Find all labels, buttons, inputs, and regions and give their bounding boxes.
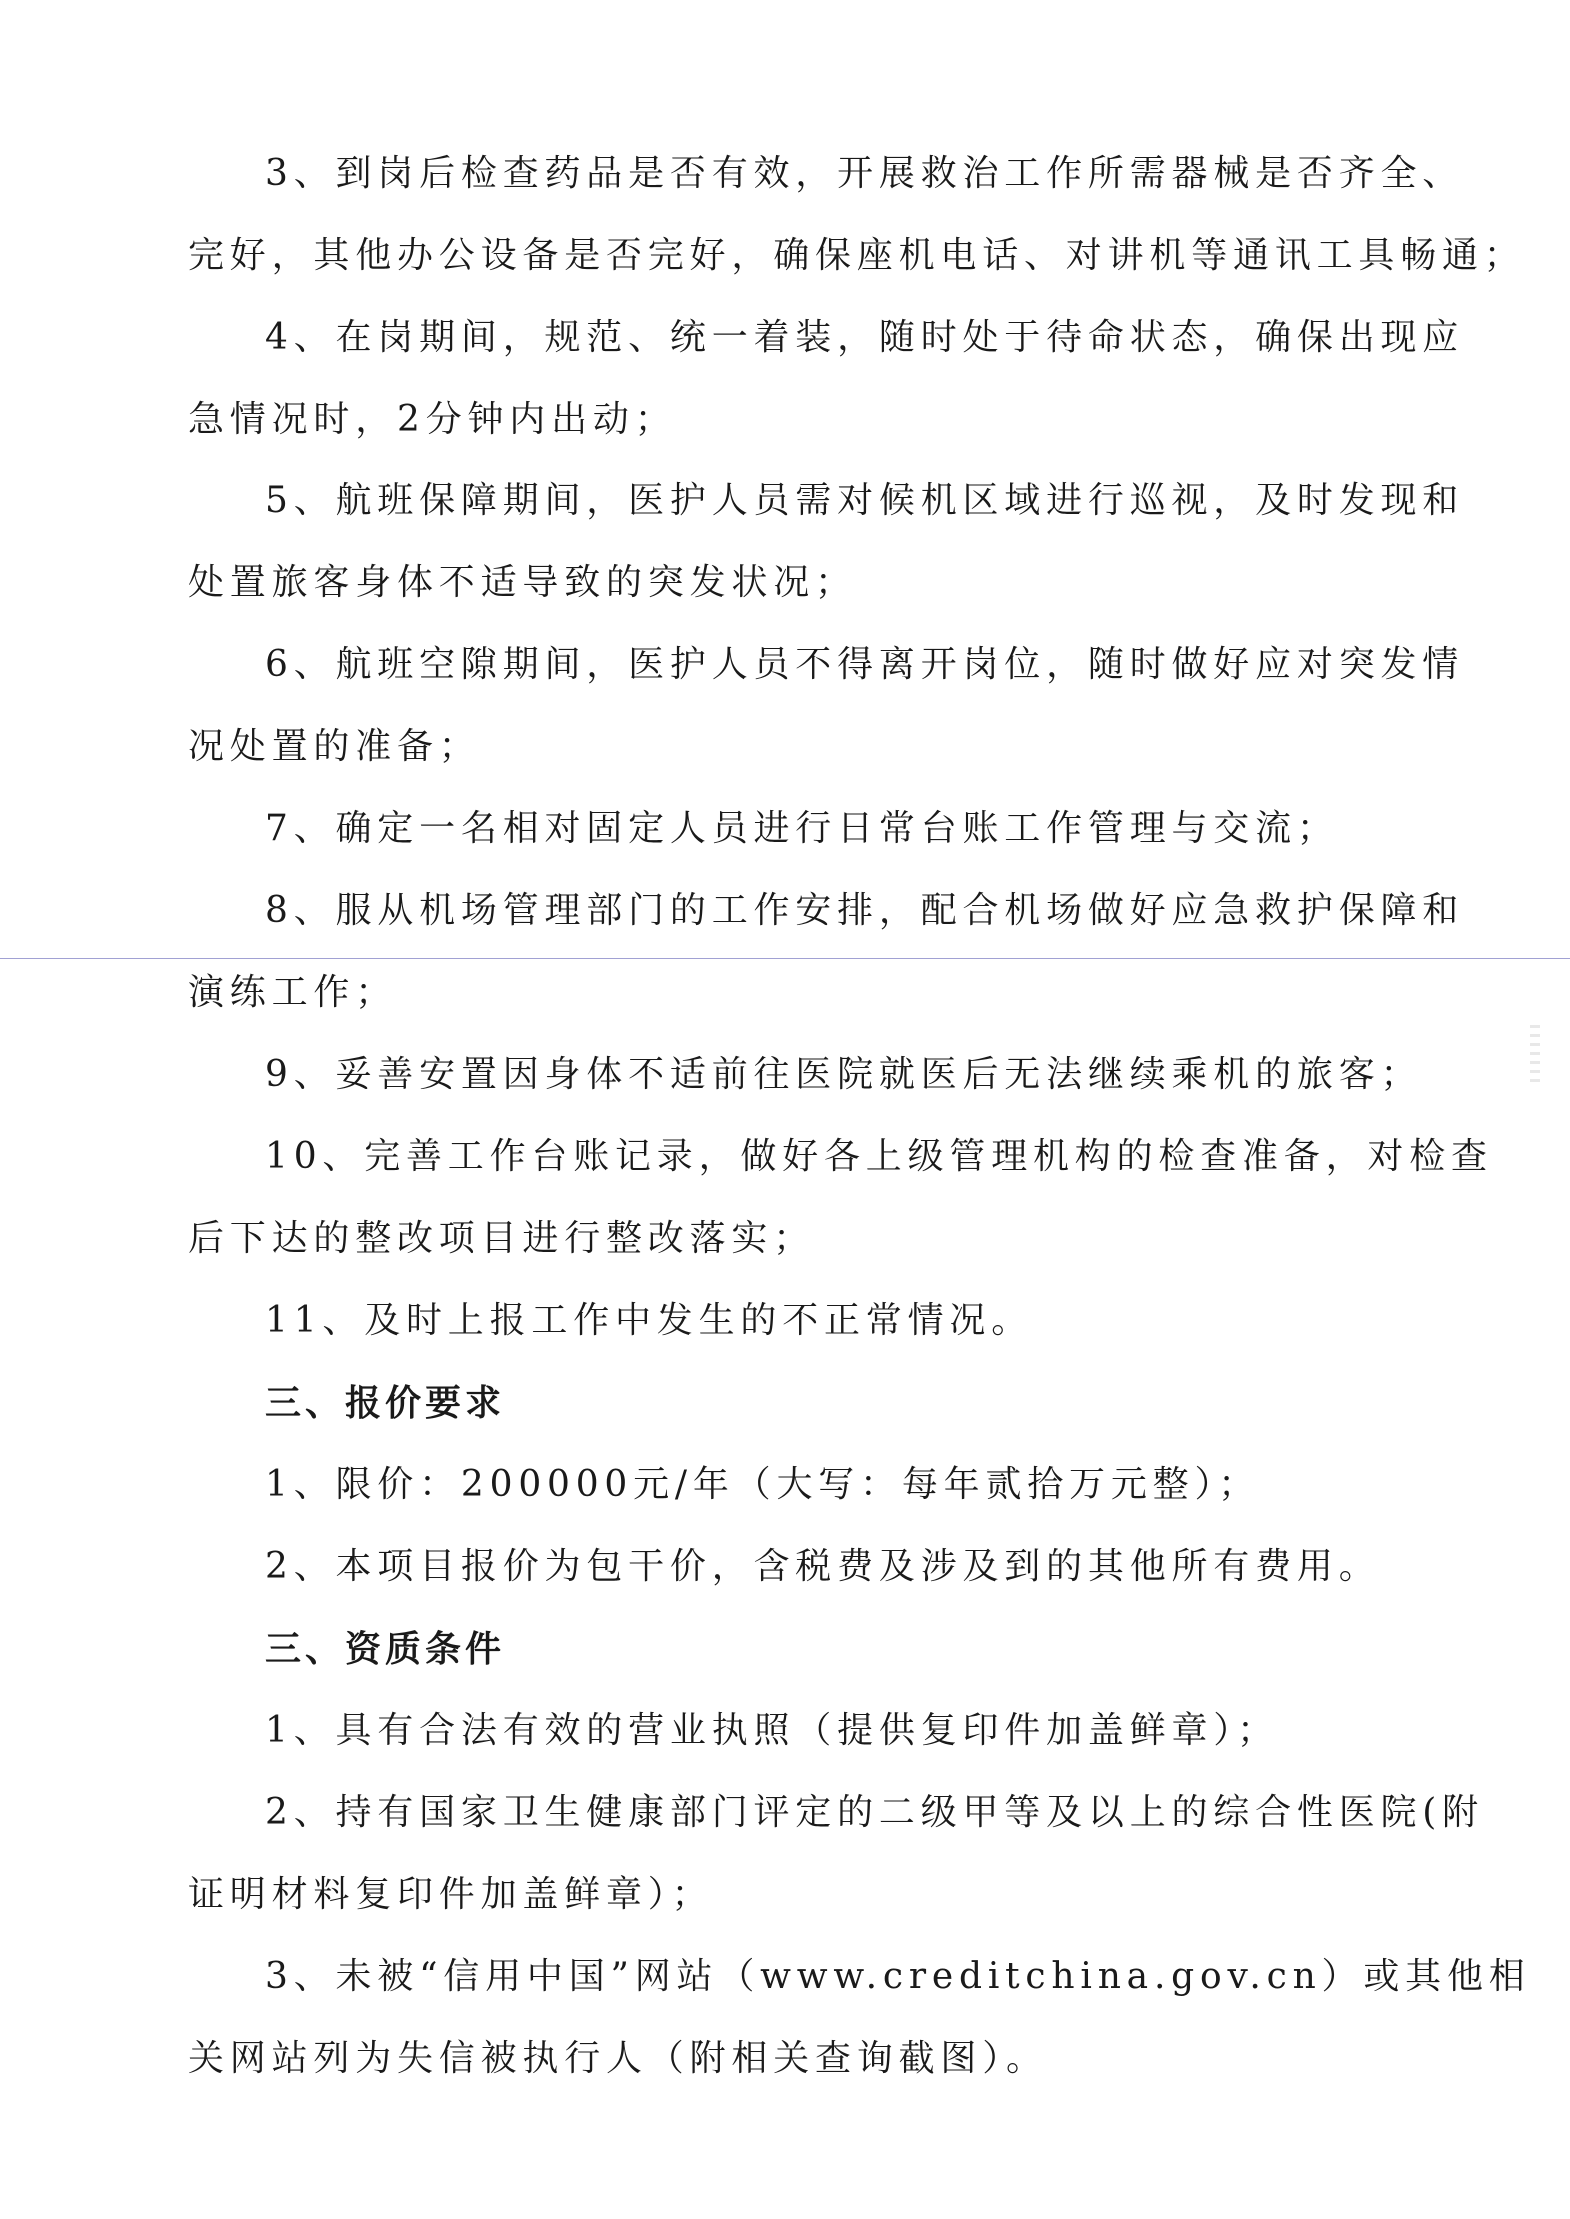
paragraph-line: 3、未被“信用中国”网站（www.creditchina.gov.cn）或其他相 <box>265 1956 1531 1997</box>
paragraph-line: 关网站列为失信被执行人（附相关查询截图）。 <box>188 2038 1048 2079</box>
paragraph-line: 8、服从机场管理部门的工作安排，配合机场做好应急救护保障和 <box>265 890 1465 931</box>
paragraph-line: 10、完善工作台账记录，做好各上级管理机构的检查准备，对检查 <box>265 1136 1493 1177</box>
paragraph-line: 证明材料复印件加盖鲜章）； <box>188 1874 714 1915</box>
paragraph-line: 况处置的准备； <box>188 726 481 767</box>
paragraph-line: 5、航班保障期间，医护人员需对候机区域进行巡视，及时发现和 <box>265 480 1465 521</box>
paragraph-line: 处置旅客身体不适导致的突发状况； <box>188 562 857 603</box>
paragraph-line: 演练工作； <box>188 972 398 1013</box>
paragraph-line: 4、在岗期间，规范、统一着装，随时处于待命状态，确保出现应 <box>265 317 1465 358</box>
paragraph-line: 2、本项目报价为包干价，含税费及涉及到的其他所有费用。 <box>265 1546 1381 1587</box>
paragraph-line: 1、具有合法有效的营业执照（提供复印件加盖鲜章）； <box>265 1710 1279 1751</box>
paragraph-line: 后下达的整改项目进行整改落实； <box>188 1218 816 1259</box>
paragraph-line: 2、持有国家卫生健康部门评定的二级甲等及以上的综合性医院(附 <box>265 1792 1484 1833</box>
paragraph-line: 完好，其他办公设备是否完好，确保座机电话、对讲机等通讯工具畅通； <box>188 235 1526 276</box>
paragraph-line: 9、妥善安置因身体不适前往医院就医后无法继续乘机的旅客； <box>265 1054 1423 1095</box>
paragraph-line: 7、确定一名相对固定人员进行日常台账工作管理与交流； <box>265 808 1339 849</box>
scan-speck-mark <box>1530 1025 1540 1085</box>
section-heading-quote: 三、报价要求 <box>265 1382 506 1424</box>
paragraph-line: 11、及时上报工作中发生的不正常情况。 <box>265 1300 1034 1341</box>
paragraph-line: 急情况时，2分钟内出动； <box>188 399 677 440</box>
paragraph-line: 1、限价：200000元/年（大写：每年贰拾万元整）； <box>265 1464 1261 1505</box>
paragraph-line: 6、航班空隙期间，医护人员不得离开岗位，随时做好应对突发情 <box>265 644 1465 685</box>
scan-artifact-line <box>0 958 1570 959</box>
paragraph-line: 3、到岗后检查药品是否有效，开展救治工作所需器械是否齐全、 <box>265 153 1465 194</box>
section-heading-qualification: 三、资质条件 <box>265 1628 506 1670</box>
